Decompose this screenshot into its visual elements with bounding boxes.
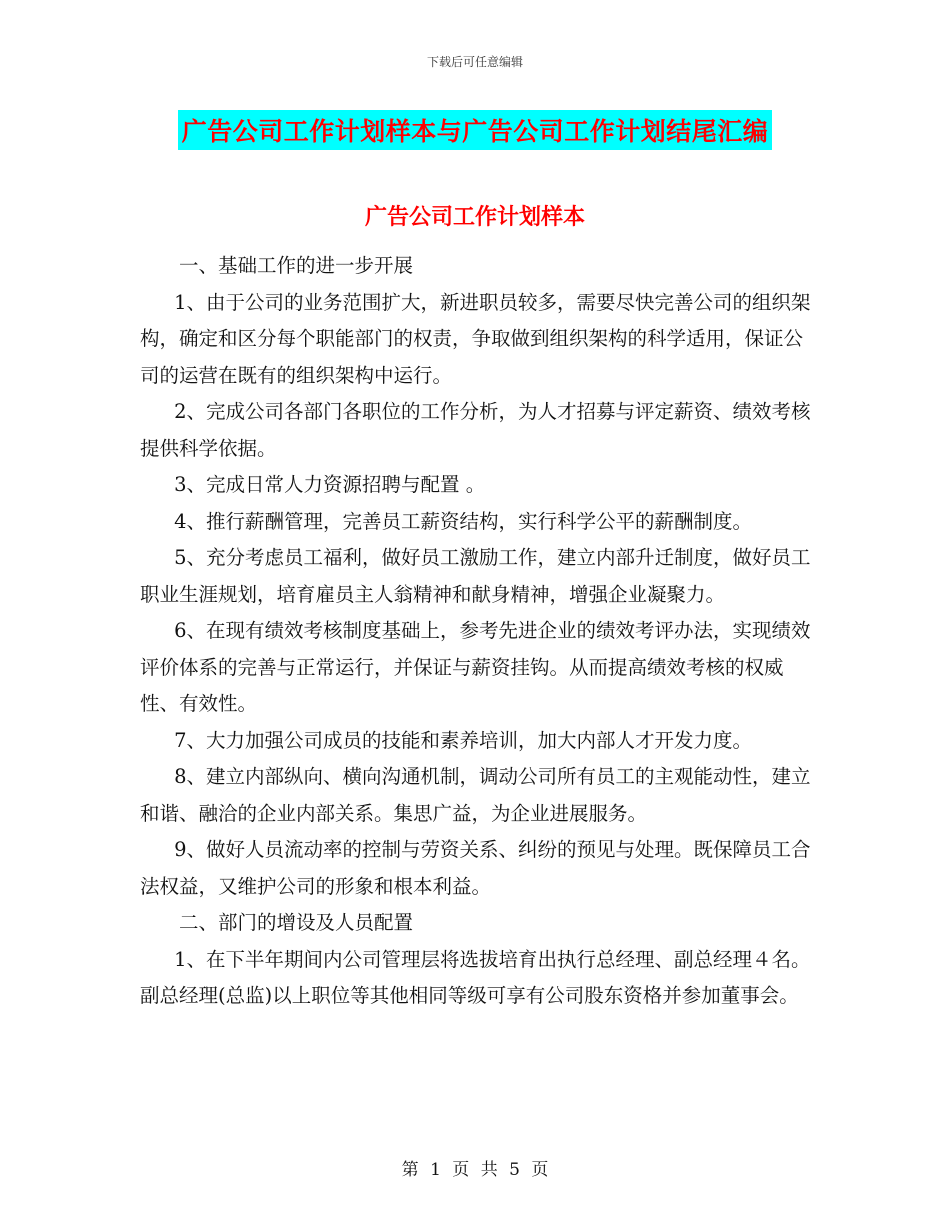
paragraph-item-7: 7、大力加强公司成员的技能和素养培训，加大内部人才开发力度。: [174, 728, 753, 752]
section-title: 广告公司工作计划样本: [364, 205, 585, 230]
header-note: 下载后可任意编辑: [426, 55, 523, 69]
paragraph-item-8: 8、建立内部纵向、横向沟通机制，调动公司所有员工的主观能动性，建立和谐、融洽的企业内部关系。集思广益，为企业进展服务。: [140, 765, 811, 825]
paragraph-item-9: 9、做好人员流动率的控制与劳资关系、纠纷的预见与处理。既保障员工合法权益，又维护公司的形象和根本利益。: [140, 838, 811, 898]
paragraph-item-5: 5、充分考虑员工福利，做好员工激励工作，建立内部升迁制度，做好员工职业生涯规划，培育雇员主人翁精神和献身精神，增强企业凝聚力。: [140, 546, 811, 606]
heading-department-staffing: 二、部门的增设及人员配置: [179, 911, 414, 934]
document-body: [140, 248, 815, 1015]
paragraph-item-6: 6、在现有绩效考核制度基础上，参考先进企业的绩效考评办法，实现绩效评价体系的完善与正常运行，并保证与薪资挂钩。从而提高绩效考核的权威性、有效性。: [140, 619, 811, 715]
paragraph-item-2: 2、完成公司各部门各职位的工作分析，为人才招募与评定薪资、绩效考核提供科学依据。: [140, 400, 811, 460]
heading-basic-work: 一、基础工作的进一步开展: [179, 254, 414, 277]
main-title: 广告公司工作计划样本与广告公司工作计划结尾汇编: [178, 110, 773, 150]
paragraph-item-3: 3、完成日常人力资源招聘与配置 。: [174, 473, 486, 496]
page-footer: 第 1 页 共 5 页: [401, 1160, 549, 1180]
paragraph-staffing-item-1: 1、在下半年期间内公司管理层将选拔培育出执行总经理、副总经理４名。副总经理(总监)以上职位等其他相同等级可享有公司股东资格并参加董事会。: [140, 947, 811, 1007]
paragraph-item-4: 4、推行薪酬管理，完善员工薪资结构，实行科学公平的薪酬制度。: [174, 509, 753, 533]
main-title-container: [0, 110, 950, 150]
paragraph-item-1: 1、由于公司的业务范围扩大，新进职员较多，需要尽快完善公司的组织架构，确定和区分每个职能部门的权责，争取做到组织架构的科学适用，保证公司的运营在既有的组织架构中运行。: [140, 290, 811, 387]
